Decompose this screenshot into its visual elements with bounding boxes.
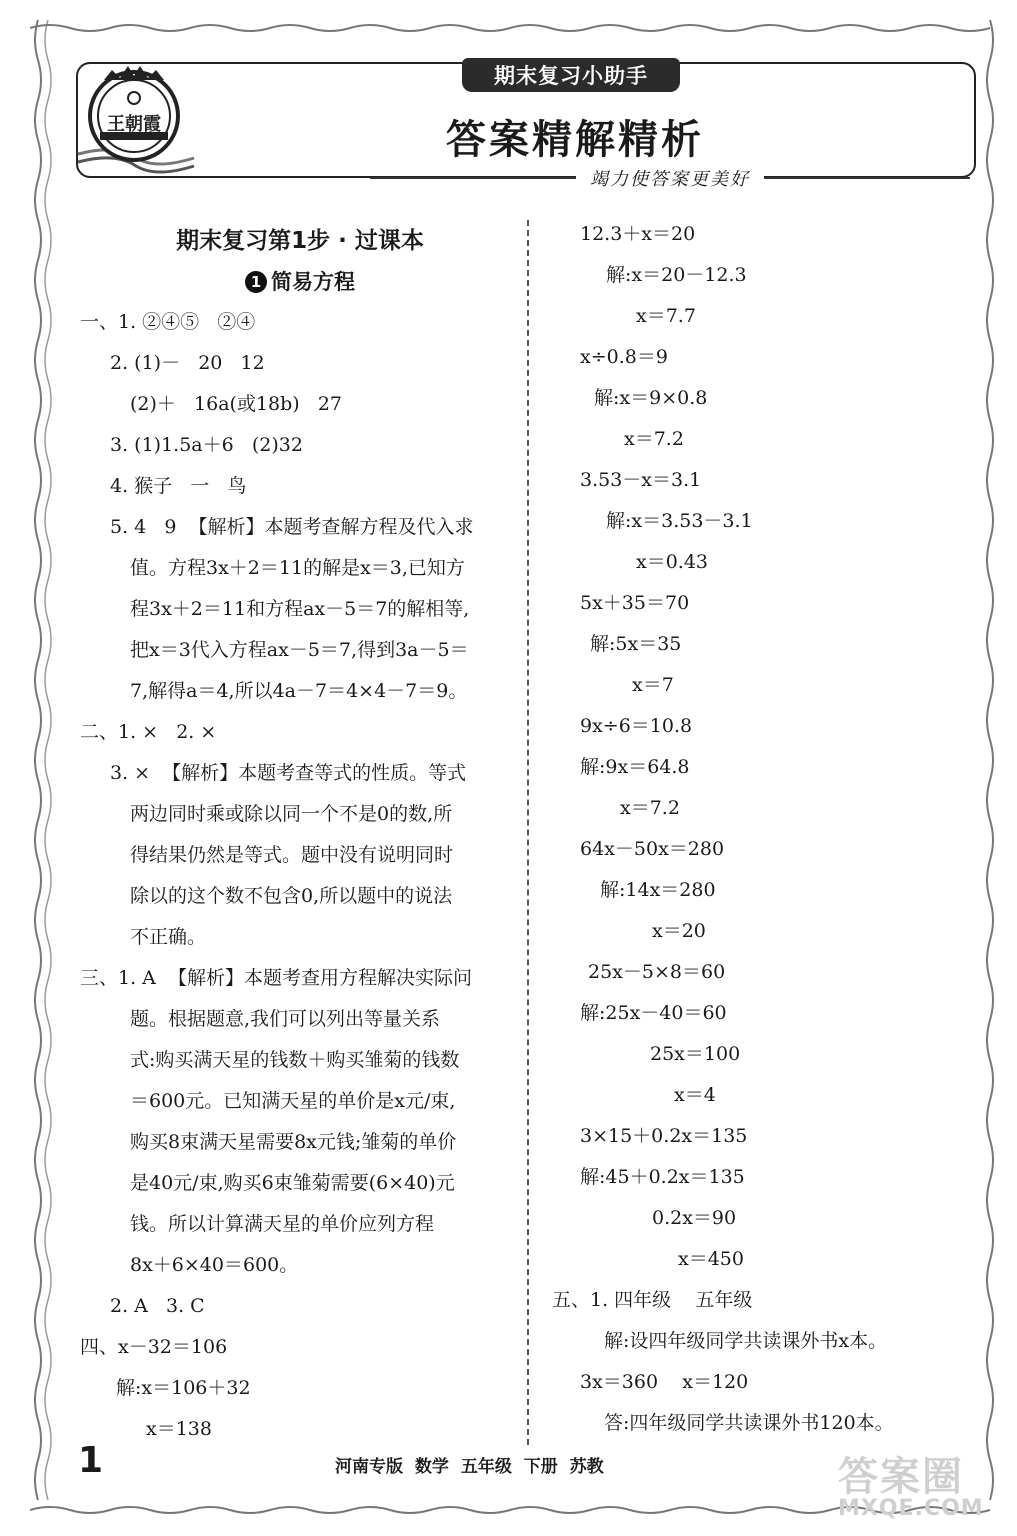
answer-line: x＝7.2 [624, 428, 684, 450]
answer-line: 五、1. 四年级 五年级 [552, 1289, 753, 1311]
answer-line: 3x＝360 x＝120 [580, 1371, 749, 1393]
answer-line: 25x－5×8＝60 [588, 961, 726, 983]
answer-line: 程3x＋2＝11和方程ax－5＝7的解相等, [130, 598, 470, 620]
answer-line: x＝138 [146, 1418, 212, 1440]
answer-line: 解:x＝3.53－3.1 [606, 510, 753, 532]
answer-line: 是40元/束,购买6束雏菊需要(6×40)元 [130, 1172, 455, 1194]
answer-line: (2)＋ 16a(或18b) 27 [130, 393, 342, 415]
answer-line: 3. × 【解析】本题考查等式的性质。等式 [110, 762, 467, 784]
answer-line: 二、1. × 2. × [80, 721, 217, 743]
answer-line: 值。方程3x＋2＝11的解是x＝3,已知方 [130, 557, 465, 579]
answer-line: 不正确。 [130, 926, 207, 948]
answer-line: 题。根据题意,我们可以列出等量关系 [130, 1008, 441, 1030]
answer-line: 把x＝3代入方程ax－5＝7,得到3a－5＝ [130, 639, 469, 661]
answer-line: x＝0.43 [636, 551, 709, 573]
answer-line: 8x＋6×40＝600。 [130, 1254, 299, 1276]
answer-line: 四、x－32＝106 [80, 1336, 228, 1358]
answer-line: 3×15＋0.2x＝135 [580, 1125, 748, 1147]
answer-line: 钱。所以计算满天星的单价应列方程 [130, 1213, 435, 1235]
page-title: 答案精解精析 [446, 117, 704, 163]
answer-line: 得结果仍然是等式。题中没有说明同时 [130, 844, 454, 866]
column-divider [527, 220, 529, 1445]
answer-line: 解:45＋0.2x＝135 [580, 1166, 745, 1188]
answer-line: 解:x＝9×0.8 [594, 387, 708, 409]
answer-line: 一、1. ②④⑤ ②④ [80, 311, 256, 333]
answer-line: 2. A 3. C [110, 1295, 205, 1317]
left-column [80, 302, 520, 1450]
answer-line: 64x－50x＝280 [580, 838, 725, 860]
slogan-line-left [370, 177, 576, 179]
answer-line: ＝600元。已知满天星的单价是x元/束, [130, 1090, 456, 1112]
answer-line: 7,解得a＝4,所以4a－7＝4×4－7＝9。 [130, 680, 468, 702]
answer-line: 5x＋35＝70 [580, 592, 690, 614]
answer-line: 9x÷6＝10.8 [580, 715, 693, 737]
answer-line: 购买8束满天星需要8x元钱;雏菊的单价 [130, 1131, 457, 1153]
section-title: 期末复习第1步 · 过课本 [176, 228, 424, 254]
answer-line: 5. 4 9 【解析】本题考查解方程及代入求 [110, 516, 474, 538]
answer-line: 除以的这个数不包含0,所以题中的说法 [130, 885, 453, 907]
answer-line: 3. (1)1.5a＋6 (2)32 [110, 434, 303, 456]
subsection-title [80, 266, 520, 296]
answer-line: 4. 猴子 一 鸟 [110, 475, 247, 497]
answer-line: 三、1. A 【解析】本题考查用方程解决实际问 [80, 967, 472, 989]
logo-text: 王朝霞 [107, 114, 161, 135]
answer-line: 3.53－x＝3.1 [580, 469, 702, 491]
answer-line: 答:四年级同学共读课外书120本。 [604, 1412, 894, 1434]
answer-line: 25x＝100 [650, 1043, 741, 1065]
watermark-line2: MXQE.COM [838, 1496, 984, 1521]
answer-line: x＝20 [652, 920, 706, 942]
answer-line: 0.2x＝90 [652, 1207, 737, 1229]
answer-line: 式:购买满天星的钱数＋购买雏菊的钱数 [130, 1049, 460, 1071]
page-number: 1 [78, 1440, 104, 1481]
answer-line: x＝450 [678, 1248, 744, 1270]
slogan-row [370, 160, 970, 196]
subsection-label: 简易方程 [271, 270, 355, 294]
answer-line: x＝7 [632, 674, 674, 696]
answer-line: 解:25x－40＝60 [580, 1002, 727, 1024]
answer-line: 2. (1)－ 20 12 [110, 352, 265, 374]
slogan-line-right [764, 177, 970, 179]
footer-info: 河南专版 数学 五年级 下册 苏教 [335, 1457, 604, 1477]
watermark-line1: 答案圈 [838, 1454, 964, 1500]
answer-line: 解:14x＝280 [600, 879, 716, 901]
answer-line: 12.3＋x＝20 [580, 223, 696, 245]
watermark [838, 1445, 1003, 1525]
answer-line: x＝7.7 [636, 305, 696, 327]
brand-logo [76, 62, 196, 178]
answer-line: 解:5x＝35 [590, 633, 682, 655]
header-tab: 期末复习小助手 [462, 58, 680, 92]
slogan: 竭力使答案更美好 [576, 165, 764, 191]
answer-line: x＝4 [674, 1084, 716, 1106]
answer-line: 两边同时乘或除以同一个不是0的数,所 [130, 803, 453, 825]
answer-line: 解:x＝106＋32 [116, 1377, 251, 1399]
answer-line: 解:x＝20－12.3 [606, 264, 747, 286]
subsection-number-badge: 1 [245, 271, 267, 293]
answer-line: x＝7.2 [620, 797, 680, 819]
answer-line: 解:设四年级同学共读课外书x本。 [604, 1330, 888, 1352]
answer-line: 解:9x＝64.8 [580, 756, 690, 778]
right-column [552, 214, 980, 1444]
answer-line: x÷0.8＝9 [580, 346, 668, 368]
